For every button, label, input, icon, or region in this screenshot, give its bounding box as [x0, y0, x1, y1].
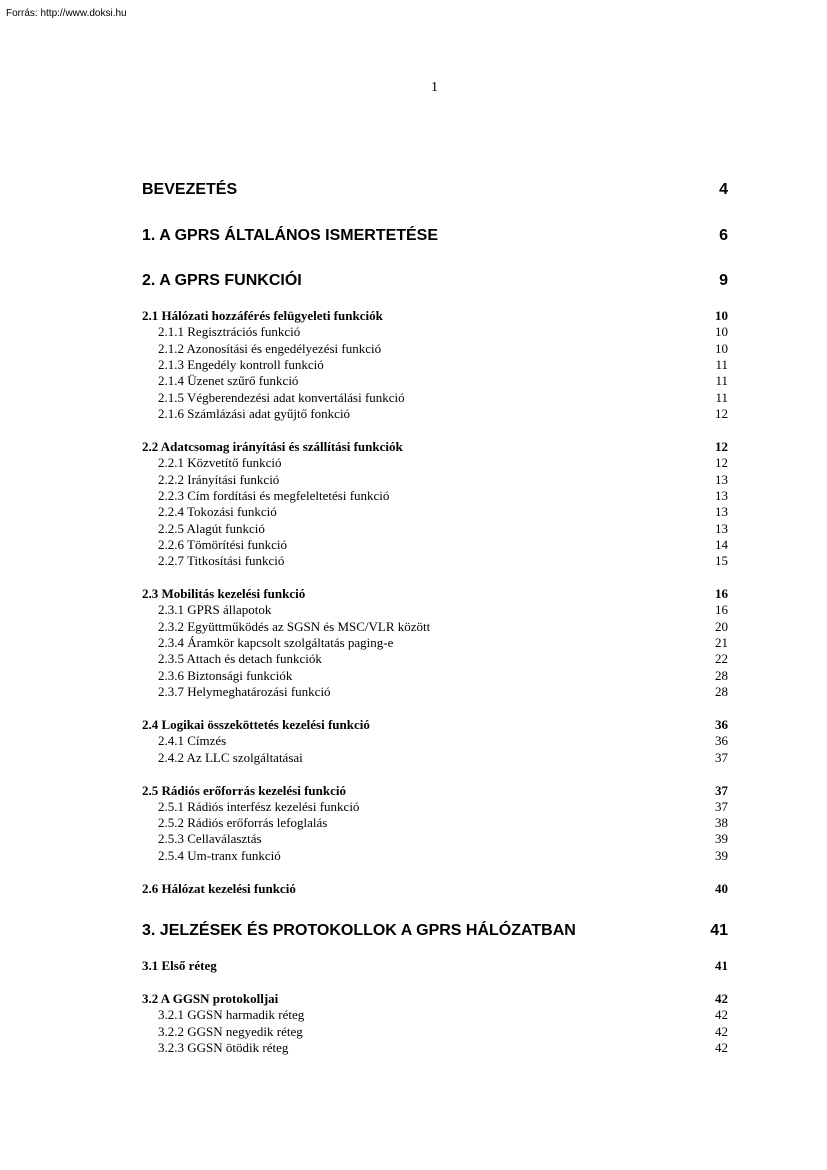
toc-entry-page: 11: [715, 390, 728, 405]
toc-entry-title: 2.1.6 Számlázási adat gyűjtő fonkció: [158, 406, 351, 421]
toc-entry-page: 6: [719, 227, 728, 244]
toc-entry-page: 16: [715, 586, 728, 601]
toc-entry-title: 2.2.2 Irányítási funkció: [158, 472, 280, 487]
toc-entry-page: 37: [715, 750, 728, 765]
toc-entry-page: 38: [715, 815, 728, 830]
toc-entry-title: 3.2.1 GGSN harmadik réteg: [158, 1007, 305, 1022]
toc-entry-page: 41: [715, 958, 728, 973]
toc-sub-row: [142, 472, 728, 488]
toc-entry-title: 2. A GPRS FUNKCIÓI: [142, 272, 302, 289]
toc-sub-row: [142, 733, 728, 749]
toc-section-row: [142, 586, 728, 602]
toc-entry-title: 2.2.7 Titkosítási funkció: [158, 553, 285, 568]
toc-entry-title: 2.3.2 Együttműködés az SGSN és MSC/VLR között: [158, 619, 431, 634]
toc-sub-row: [142, 504, 728, 520]
toc-entry-page: 36: [715, 733, 728, 748]
toc-section-row: [142, 881, 728, 897]
toc-entry-title: 3. JELZÉSEK ÉS PROTOKOLLOK A GPRS HÁLÓZATBAN: [142, 922, 576, 939]
toc-section-row: [142, 783, 728, 799]
toc-entry-page: 36: [715, 717, 728, 732]
toc-entry-title: 2.4 Logikai összeköttetés kezelési funkció: [142, 717, 370, 732]
toc-entry-page: 13: [715, 504, 728, 519]
toc-sub-row: [142, 357, 728, 373]
toc-sub-row: [142, 553, 728, 569]
toc-section-row: [142, 439, 728, 455]
toc-chapter-row: [142, 181, 728, 199]
toc-entry-page: 42: [715, 1024, 728, 1039]
toc-entry-title: 3.2 A GGSN protokolljai: [142, 991, 279, 1006]
toc-entry-title: 2.2.5 Alagút funkció: [158, 521, 265, 536]
toc-entry-page: 42: [715, 991, 728, 1006]
toc-sub-row: [142, 602, 728, 618]
toc-entry-title: 2.1.3 Engedély kontroll funkció: [158, 357, 324, 372]
toc-sub-row: [142, 455, 728, 471]
toc-sub-row: [142, 521, 728, 537]
toc-sub-row: [142, 1024, 728, 1040]
toc-entry-page: 10: [715, 324, 728, 339]
page-number: 1: [431, 80, 438, 95]
toc-entry-page: 42: [715, 1007, 728, 1022]
toc-entry-title: 3.1 Első réteg: [142, 958, 217, 973]
toc-entry-title: 2.3 Mobilitás kezelési funkció: [142, 586, 306, 601]
toc-section-row: [142, 308, 728, 324]
toc-entry-title: 2.2.6 Tömörítési funkció: [158, 537, 288, 552]
toc-entry-page: 14: [715, 537, 728, 552]
toc-entry-page: 12: [715, 455, 728, 470]
toc-sub-row: [142, 1040, 728, 1056]
toc-entry-page: 21: [715, 635, 728, 650]
toc-sub-row: [142, 341, 728, 357]
toc-entry-title: 2.1.2 Azonosítási és engedélyezési funkció: [158, 341, 382, 356]
toc-entry-page: 22: [715, 651, 728, 666]
toc-entry-title: 2.2.3 Cím fordítási és megfeleltetési funkció: [158, 488, 390, 503]
toc-entry-page: 28: [715, 684, 728, 699]
toc-entry-page: 12: [715, 439, 728, 454]
toc-entry-page: 10: [715, 341, 728, 356]
toc-entry-title: 2.5.3 Cellaválasztás: [158, 831, 262, 846]
toc-entry-title: 2.4.2 Az LLC szolgáltatásai: [158, 750, 303, 765]
toc-entry-page: 37: [715, 799, 728, 814]
toc-entry-title: 2.1.4 Üzenet szűrő funkció: [158, 373, 299, 388]
toc-sub-row: [142, 815, 728, 831]
toc-entry-title: 2.3.6 Biztonsági funkciók: [158, 668, 293, 683]
toc-entry-page: 13: [715, 521, 728, 536]
toc-sub-row: [142, 373, 728, 389]
toc-sub-row: [142, 668, 728, 684]
toc-entry-title: 2.1.1 Regisztrációs funkció: [158, 324, 301, 339]
toc-entry-page: 37: [715, 783, 728, 798]
toc-sub-row: [142, 488, 728, 504]
toc-sub-row: [142, 848, 728, 864]
toc-sub-row: [142, 750, 728, 766]
toc-entry-title: 2.1 Hálózati hozzáférés felügyeleti funkciók: [142, 308, 383, 323]
toc-sub-row: [142, 406, 728, 422]
toc-entry-page: 13: [715, 472, 728, 487]
toc-section-row: [142, 991, 728, 1007]
toc-entry-title: 2.3.5 Attach és detach funkciók: [158, 651, 322, 666]
toc-entry-page: 13: [715, 488, 728, 503]
toc-entry-title: 2.3.7 Helymeghatározási funkció: [158, 684, 331, 699]
toc-entry-title: 2.3.4 Áramkör kapcsolt szolgáltatás paging-e: [158, 635, 394, 650]
toc-entry-page: 15: [715, 553, 728, 568]
toc-chapter-row: [142, 227, 728, 245]
toc-sub-row: [142, 1007, 728, 1023]
toc-section-row: [142, 958, 728, 974]
toc-entry-page: 20: [715, 619, 728, 634]
toc-entry-title: 2.1.5 Végberendezési adat konvertálási funkció: [158, 390, 405, 405]
toc-entry-page: 28: [715, 668, 728, 683]
toc-entry-title: 2.2.1 Közvetítő funkció: [158, 455, 282, 470]
toc-entry-page: 16: [715, 602, 728, 617]
toc-entry-title: 2.2 Adatcsomag irányítási és szállítási funkciók: [142, 439, 403, 454]
toc-sub-row: [142, 390, 728, 406]
toc-sub-row: [142, 324, 728, 340]
toc-entry-title: 2.5.2 Rádiós erőforrás lefoglalás: [158, 815, 328, 830]
toc-entry-page: 12: [715, 406, 728, 421]
toc-entry-page: 39: [715, 831, 728, 846]
toc-sub-row: [142, 537, 728, 553]
toc-entry-page: 40: [715, 881, 728, 896]
toc-sub-row: [142, 684, 728, 700]
toc-entry-page: 11: [715, 357, 728, 372]
toc-entry-page: 9: [719, 272, 728, 289]
toc-entry-title: 2.5.4 Um-tranx funkció: [158, 848, 281, 863]
toc-entry-title: 3.2.3 GGSN ötödik réteg: [158, 1040, 289, 1055]
toc-entry-title: 2.6 Hálózat kezelési funkció: [142, 881, 296, 896]
source-note: Forrás: http://www.doksi.hu: [6, 8, 127, 19]
toc-sub-row: [142, 799, 728, 815]
toc-entry-title: 2.5 Rádiós erőforrás kezelési funkció: [142, 783, 347, 798]
toc-entry-title: 3.2.2 GGSN negyedik réteg: [158, 1024, 303, 1039]
toc-chapter-row: [142, 922, 728, 940]
toc-entry-title: 2.2.4 Tokozási funkció: [158, 504, 277, 519]
toc-entry-page: 4: [719, 181, 728, 198]
toc-entry-page: 10: [715, 308, 728, 323]
toc-sub-row: [142, 619, 728, 635]
toc-entry-page: 41: [710, 922, 728, 939]
toc-sub-row: [142, 651, 728, 667]
toc-entry-title: 2.5.1 Rádiós interfész kezelési funkció: [158, 799, 360, 814]
toc-entry-title: 2.4.1 Címzés: [158, 733, 227, 748]
toc-section-row: [142, 717, 728, 733]
toc-sub-row: [142, 831, 728, 847]
toc-entry-title: 1. A GPRS ÁLTALÁNOS ISMERTETÉSE: [142, 227, 439, 244]
toc-chapter-row: [142, 272, 728, 290]
toc-sub-row: [142, 635, 728, 651]
toc-entry-title: BEVEZETÉS: [142, 181, 238, 198]
toc-entry-title: 2.3.1 GPRS állapotok: [158, 602, 272, 617]
toc-entry-page: 42: [715, 1040, 728, 1055]
toc-entry-page: 11: [715, 373, 728, 388]
toc-entry-page: 39: [715, 848, 728, 863]
